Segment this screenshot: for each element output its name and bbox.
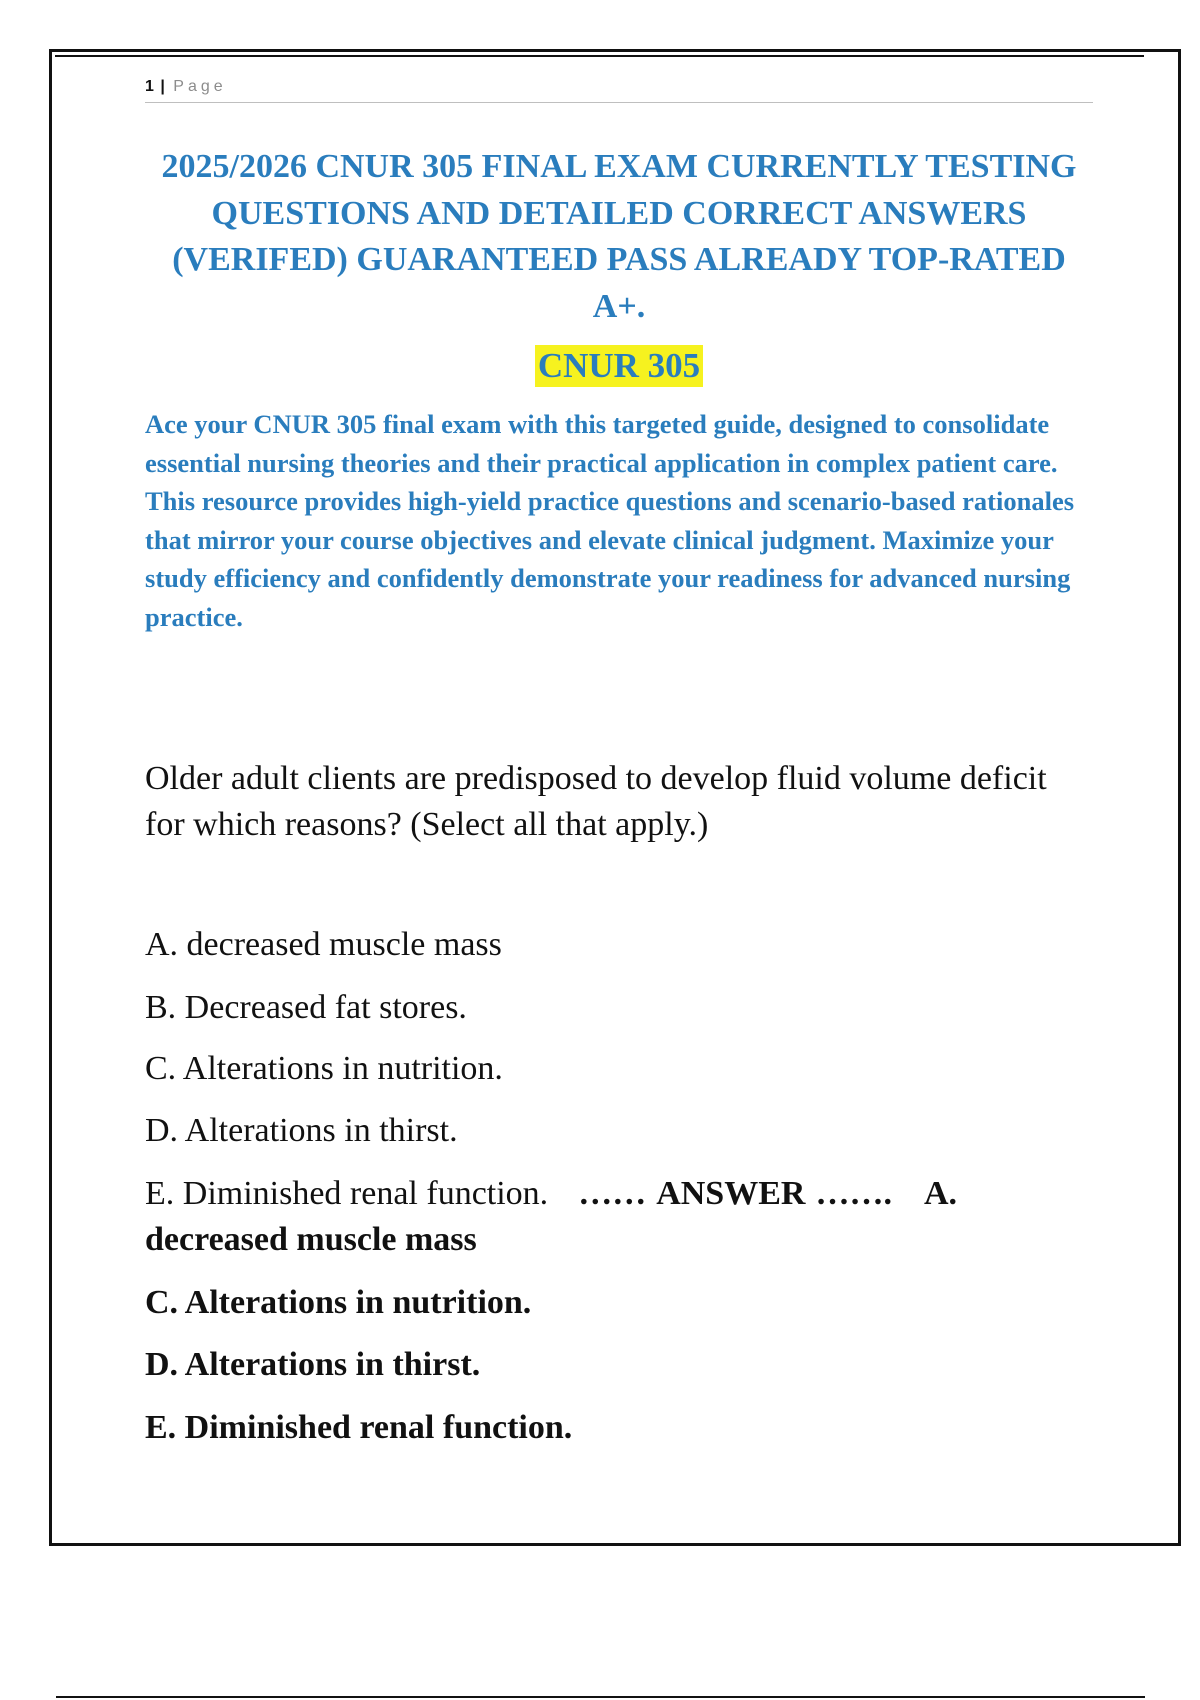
intro-paragraph: Ace your CNUR 305 final exam with this targeted guide, designed to consolidate essential nursing theories and their practical application in complex patient care. This resource provides high-yield practice questions and scenario-based rationales that mirror your course objectives and elevate clinical judgment. Maximize your study efficiency and confidently demonstrate your readiness for advanced nursing practice. [145, 409, 1075, 632]
answer-d: D. Alterations in thirst. [145, 1346, 481, 1383]
answer-a-letter: A. [923, 1175, 957, 1212]
option-e: E. Diminished renal function. [145, 1175, 549, 1212]
answer-e: E. Diminished renal function. [145, 1409, 573, 1446]
course-code-container [145, 345, 1093, 387]
next-page-top-rule [56, 1696, 1145, 1698]
option-b: B. Decreased fat stores. [145, 989, 467, 1026]
answer-a-text: decreased muscle mass [145, 1221, 477, 1258]
question-text: Older adult clients are predisposed to develop fluid volume deficit for which reasons? (Select all that apply.) [145, 760, 1047, 843]
answer-c: C. Alterations in nutrition. [145, 1284, 532, 1321]
frame-top-rule [55, 55, 1144, 57]
page-label: Page [173, 78, 227, 95]
option-a: A. decreased muscle mass [145, 926, 502, 963]
answer-trailing-dots: ……. [815, 1175, 892, 1212]
page-header [145, 74, 1093, 103]
page-separator: | [160, 78, 165, 95]
option-e-with-answer [145, 1174, 1093, 1214]
page-number: 1 [145, 78, 154, 95]
course-code-highlight: CNUR 305 [535, 345, 703, 387]
answer-leader-dots: …… [578, 1175, 647, 1212]
option-c: C. Alterations in nutrition. [145, 1050, 503, 1087]
answer-label: ANSWER [656, 1175, 806, 1212]
document-title: 2025/2026 CNUR 305 FINAL EXAM CURRENTLY TESTING QUESTIONS AND DETAILED CORRECT ANSWERS (VERIFED) GUARANTEED PASS ALREADY TOP-RATED A+. [161, 148, 1077, 325]
option-d: D. Alterations in thirst. [145, 1112, 458, 1149]
